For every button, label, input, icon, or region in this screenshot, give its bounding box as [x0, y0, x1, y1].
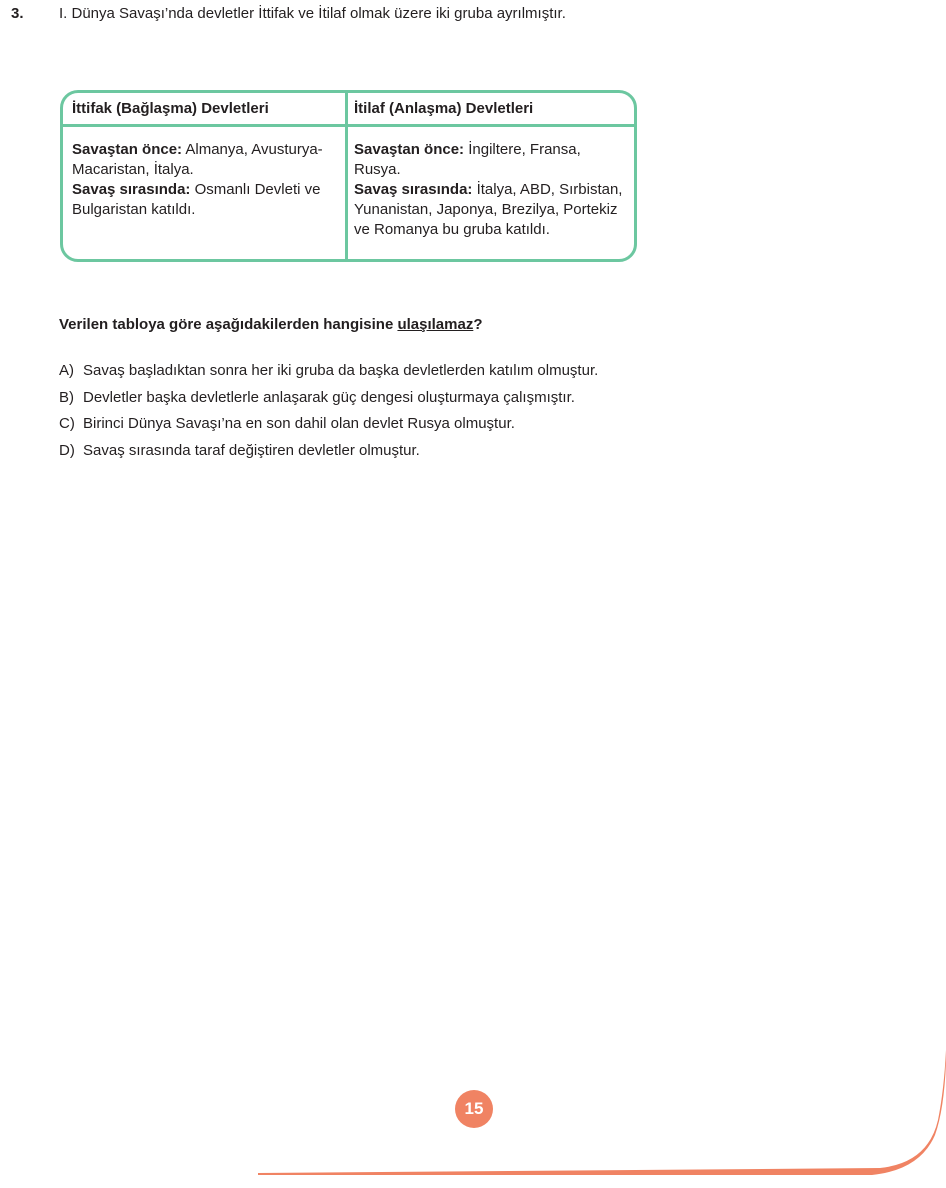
table-header-ittifak: İttifak (Bağlaşma) Devletleri [72, 100, 269, 117]
option-letter: A) [59, 362, 74, 379]
prompt-text-before: Verilen tabloya göre aşağıdakilerden hangisine [59, 316, 398, 333]
ittifak-before-label: Savaştan önce: [72, 141, 183, 158]
option-text: Savaş başladıktan sonra her iki gruba da başka devletlerden katılım olmuştur. [83, 362, 599, 379]
prompt-text-after: ? [473, 316, 483, 333]
itilaf-before-label: Savaştan önce: [354, 141, 465, 158]
option-text: Devletler başka devletlerle anlaşarak güç dengesi oluşturmaya çalışmıştır. [83, 388, 575, 406]
ittifak-before-text: Almanya, Avusturya-Macaristan, İtalya. [72, 141, 323, 178]
option-text: Birinci Dünya Savaşı’na en son dahil olan devlet Rusya olmuştur. [83, 415, 515, 432]
page-number-badge: 15 [455, 1090, 493, 1128]
itilaf-during-text: İtalya, ABD, Sırbistan, Yunanistan, Japonya, Brezilya, Portekiz ve Romanya bu gruba katıldı. [354, 181, 623, 238]
itilaf-before-text: İngiltere, Fransa, Rusya. [354, 141, 581, 178]
option-letter: D) [59, 441, 75, 459]
itilaf-during-label: Savaş sırasında: [354, 181, 473, 198]
question-number: 3. [11, 5, 24, 22]
option-letter: C) [59, 415, 75, 432]
table-header-itilaf: İtilaf (Anlaşma) Devletleri [354, 100, 534, 117]
ittifak-during-label: Savaş sırasında: [72, 181, 191, 198]
option-letter: B) [59, 388, 74, 406]
prompt-underlined-word: ulaşılamaz [397, 316, 474, 333]
option-text: Savaş sırasında taraf değiştiren devletler olmuştur. [83, 441, 420, 459]
ittifak-during-text: Osmanlı Devleti ve Bulgaristan katıldı. [72, 181, 321, 218]
question-stem: I. Dünya Savaşı’nda devletler İttifak ve İtilaf olmak üzere iki gruba ayrılmıştır. [59, 5, 566, 22]
